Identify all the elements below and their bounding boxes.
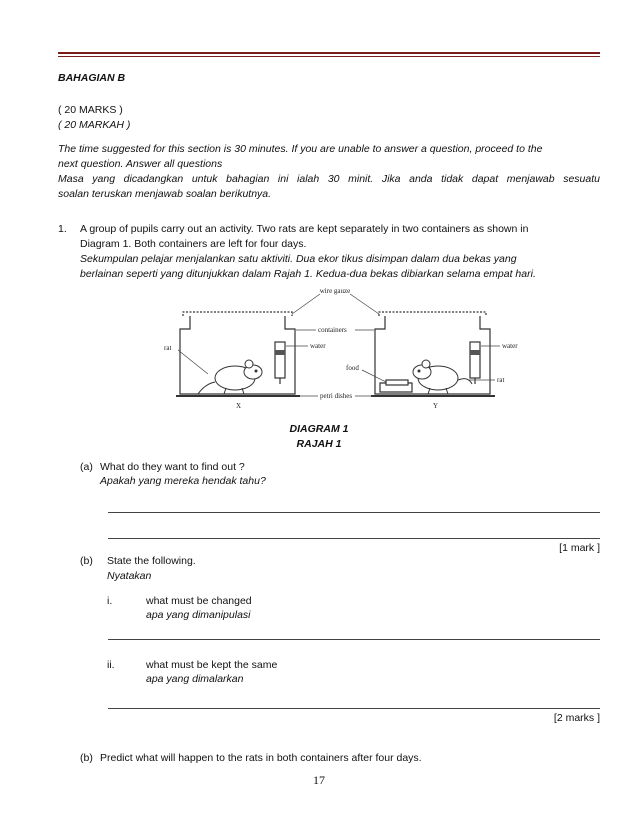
section-marks-ms: ( 20 MARKAH ) [58, 119, 131, 131]
question-number: 1. [58, 223, 67, 235]
part-b2-question-en: Predict what will happen to the rats in both containers after four days. [100, 752, 422, 764]
rat-x-illustration [198, 360, 262, 394]
part-b-item-i-ms: apa yang dimanipulasi [146, 609, 251, 621]
rat-y-illustration [413, 360, 472, 394]
part-b-item-ii-answer-line[interactable] [108, 708, 600, 709]
label-petri-dishes: petri dishes [320, 392, 353, 400]
part-b-item-ii-number: ii. [107, 659, 115, 671]
part-a-answer-line-2[interactable] [108, 538, 600, 539]
label-water-right: water [502, 342, 518, 350]
header-rule-thick [58, 52, 600, 54]
section-title: BAHAGIAN B [58, 72, 126, 84]
part-b-question-en: State the following. [107, 555, 196, 567]
label-container-y: Y [433, 402, 439, 410]
part-b-question-ms: Nyatakan [107, 570, 152, 582]
part-b-item-i-number: i. [107, 595, 113, 607]
part-b-marks: [2 marks ] [553, 712, 600, 724]
rats-experiment-diagram [150, 284, 530, 414]
label-wire-gauze: wire gauze [319, 287, 351, 295]
part-b-item-ii-en: what must be kept the same [146, 659, 278, 671]
instructions-ms-line1: Masa yang dicadangkan untuk bahagian ini ialah 30 minit. Jika anda tidak dapat menjawab sesuatu [58, 173, 600, 185]
diagram-caption-ms: RAJAH 1 [296, 438, 342, 450]
label-food: food [346, 364, 359, 372]
page-number: 17 [313, 773, 325, 787]
part-a-question-ms: Apakah yang mereka hendak tahu? [100, 475, 266, 487]
question-text-en-line1: A group of pupils carry out an activity. Two rats are kept separately in two containers as shown in [80, 223, 529, 235]
part-b-item-ii-ms: apa yang dimalarkan [146, 673, 244, 685]
label-container-x: X [236, 402, 242, 410]
question-text-ms-line1: Sekumpulan pelajar menjalankan satu aktiviti. Dua ekor tikus disimpan dalam dua bekas yang [80, 253, 517, 265]
part-b-label: (b) [80, 555, 93, 567]
label-rat-left: rat [164, 344, 172, 352]
part-b2-label: (b) [80, 752, 93, 764]
part-a-answer-line-1[interactable] [108, 512, 600, 513]
instructions-en-line1: The time suggested for this section is 30 minutes. If you are unable to answer a question, proceed to the [58, 143, 543, 155]
question-text-ms-line2: berlainan seperti yang ditunjukkan dalam Rajah 1. Kedua-dua bekas dibiarkan selama empat hari. [80, 268, 536, 280]
question-text-en-line2: Diagram 1. Both containers are left for four days. [80, 238, 307, 250]
label-water-left: water [310, 342, 326, 350]
part-a-question-en: What do they want to find out ? [100, 461, 245, 473]
part-b-item-i-en: what must be changed [146, 595, 252, 607]
label-rat-right: rat [497, 376, 505, 384]
instructions-en-line2: next question. Answer all questions [58, 158, 223, 170]
header-rule-thin [58, 56, 600, 57]
part-a-marks: [1 mark ] [559, 542, 600, 554]
diagram-caption-en: DIAGRAM 1 [289, 423, 349, 435]
label-containers: containers [318, 326, 347, 334]
instructions-ms-line2: soalan teruskan menjawab soalan berikutnya. [58, 188, 272, 200]
section-marks-en: ( 20 MARKS ) [58, 104, 123, 116]
part-b-item-i-answer-line[interactable] [108, 639, 600, 640]
part-a-label: (a) [80, 461, 93, 473]
